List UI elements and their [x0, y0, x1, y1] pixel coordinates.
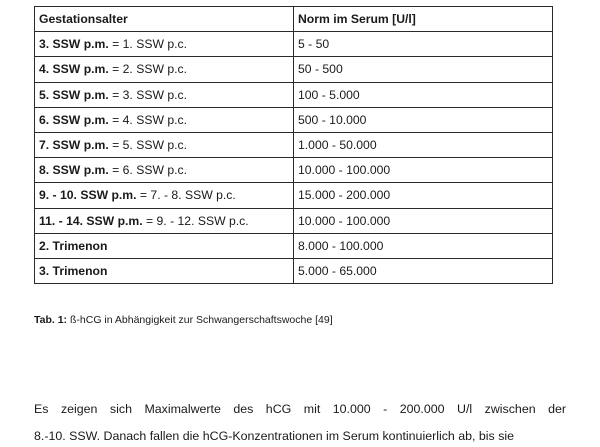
age-pm-text: 7. SSW p.m.	[39, 138, 109, 153]
caption-label: Tab. 1:	[34, 314, 68, 326]
table-row	[35, 107, 553, 132]
serum-norm-cell: 10.000 - 100.000	[294, 158, 553, 183]
gestational-age-cell	[35, 107, 294, 132]
table-row	[35, 32, 553, 57]
header-gestational-age: Gestationsalter	[35, 7, 294, 32]
age-pm-text: 8. SSW p.m.	[39, 163, 109, 178]
serum-norm-cell: 500 - 10.000	[294, 107, 553, 132]
table-caption	[34, 314, 333, 326]
age-pm-text: 2. Trimenon	[39, 238, 108, 253]
age-pc-text: = 3. SSW p.c.	[108, 87, 187, 102]
serum-norm-cell: 10.000 - 100.000	[294, 208, 553, 233]
header-serum-norm: Norm im Serum [U/l]	[294, 7, 553, 32]
body-text-line-2: 8.-10. SSW. Danach fallen die hCG-Konzentrationen im Serum kontinuierlich ab, bis sie	[34, 429, 515, 443]
age-pm-text: 3. Trimenon	[39, 263, 108, 278]
gestational-age-cell	[35, 233, 294, 258]
age-pc-text: = 4. SSW p.c.	[108, 112, 187, 127]
gestational-age-cell	[35, 132, 294, 157]
gestational-age-cell	[35, 258, 294, 283]
age-pc-text: = 5. SSW p.c.	[108, 138, 187, 153]
gestational-age-cell	[35, 183, 294, 208]
age-pc-text: = 6. SSW p.c.	[108, 163, 187, 178]
gestational-age-cell	[35, 57, 294, 82]
serum-norm-cell: 15.000 - 200.000	[294, 183, 553, 208]
gestational-age-cell	[35, 158, 294, 183]
age-pc-text: = 1. SSW p.c.	[108, 37, 187, 52]
body-text-line-1: Es zeigen sich Maximalwerte des hCG mit 10.000 - 200.000 U/l zwischen der	[34, 402, 566, 416]
age-pc-text: = 9. - 12. SSW p.c.	[142, 213, 249, 228]
serum-norm-cell: 8.000 - 100.000	[294, 233, 553, 258]
table-header-row	[35, 7, 553, 32]
age-pc-text: = 2. SSW p.c.	[108, 62, 187, 77]
serum-norm-cell: 5.000 - 65.000	[294, 258, 553, 283]
table-row	[35, 57, 553, 82]
gestational-age-cell	[35, 208, 294, 233]
age-pm-text: 4. SSW p.m.	[39, 62, 109, 77]
hcg-norm-table	[34, 6, 553, 284]
caption-text: ß-hCG in Abhängigkeit zur Schwangerschaftswoche [49]	[67, 314, 333, 326]
hcg-norm-table-container	[34, 6, 552, 284]
table-row	[35, 132, 553, 157]
gestational-age-cell	[35, 82, 294, 107]
serum-norm-cell: 1.000 - 50.000	[294, 132, 553, 157]
serum-norm-cell: 5 - 50	[294, 32, 553, 57]
age-pc-text: = 7. - 8. SSW p.c.	[136, 188, 236, 203]
age-pm-text: 5. SSW p.m.	[39, 87, 109, 102]
table-row	[35, 183, 553, 208]
gestational-age-cell	[35, 32, 294, 57]
table-row	[35, 158, 553, 183]
age-pm-text: 6. SSW p.m.	[39, 112, 109, 127]
age-pm-text: 11. - 14. SSW p.m.	[39, 213, 143, 228]
age-pm-text: 3. SSW p.m.	[39, 37, 109, 52]
serum-norm-cell: 100 - 5.000	[294, 82, 553, 107]
serum-norm-cell: 50 - 500	[294, 57, 553, 82]
table-row	[35, 208, 553, 233]
table-row	[35, 82, 553, 107]
age-pm-text: 9. - 10. SSW p.m.	[39, 188, 137, 203]
table-row	[35, 233, 553, 258]
table-row	[35, 258, 553, 283]
